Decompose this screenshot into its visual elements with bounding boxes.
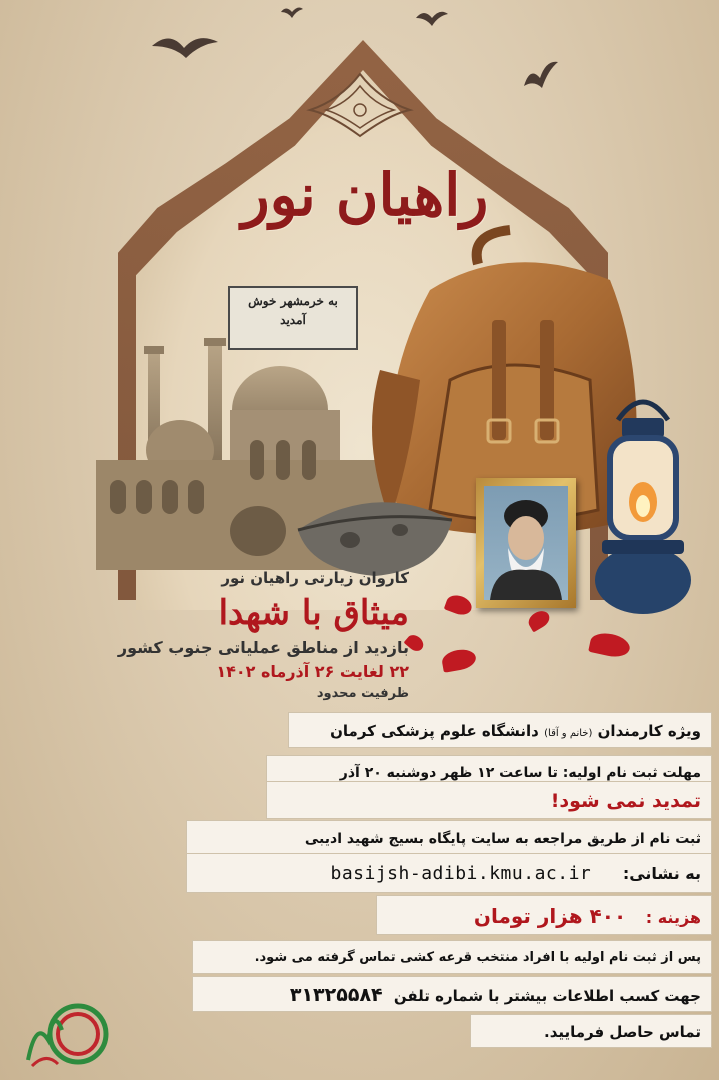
- raahian-noor-logo: راهیان نور: [241, 161, 489, 229]
- cost-value: ۴۰۰ هزار تومان: [473, 904, 627, 928]
- lottery-text: پس از ثبت نام اولیه با افراد منتخب قرعه کشی تماس گرفته می شود.: [254, 950, 701, 965]
- caravan-text: کاروان زیارتی راهیان نور: [221, 569, 409, 587]
- register-box: [186, 820, 712, 856]
- rose-petal-icon: [588, 630, 632, 660]
- bird-icon: [520, 56, 560, 96]
- headline: میثاق با شهدا: [218, 593, 409, 633]
- no-extension-box: [266, 781, 712, 819]
- visit-text: بازدید از مناطق عملیاتی جنوب کشور: [117, 638, 409, 657]
- intro-block: [29, 566, 409, 704]
- bird-icon: [280, 4, 304, 20]
- cost-box: [376, 895, 712, 935]
- audience-rest: دانشگاه علوم پزشکی کرمان: [330, 722, 539, 740]
- rose-petal-icon: [441, 647, 478, 673]
- website-link[interactable]: basijsh-adibi.kmu.ac.ir: [330, 863, 592, 884]
- ornament-icon: [300, 70, 420, 140]
- portrait-photo: [484, 486, 568, 600]
- register-text: ثبت نام از طریق مراجعه به سایت پایگاه بسیج شهید ادیبی: [304, 831, 701, 847]
- dates-text: ۲۲ لغایت ۲۶ آذرماه ۱۴۰۲: [216, 662, 409, 681]
- khorramshahr-sign: [228, 286, 358, 350]
- contact-text: جهت کسب اطلاعات بیشتر با شماره تلفن: [393, 987, 701, 1005]
- rose-petal-icon: [525, 608, 552, 633]
- portrait-frame: [476, 478, 576, 608]
- sign-line2: آمدید: [280, 313, 306, 327]
- no-extension-text: تمدید نمی شود!: [550, 790, 701, 812]
- sign-line1: به خرمشهر خوش: [248, 294, 338, 308]
- bird-icon: [150, 28, 220, 68]
- org-logo: [18, 1000, 112, 1070]
- audience-main: ویژه کارمندان: [597, 722, 701, 740]
- capacity-text: ظرفیت محدود: [316, 686, 409, 701]
- contact-box-2: [470, 1014, 712, 1048]
- audience-box: [288, 712, 712, 748]
- contact-text-2: تماس حاصل فرمایید.: [544, 1023, 701, 1041]
- website-box: [186, 853, 712, 893]
- lottery-box: [192, 940, 712, 974]
- lantern-icon: [588, 390, 698, 620]
- address-label: به نشانی:: [622, 864, 701, 883]
- cost-label: هزینه :: [645, 908, 701, 927]
- audience-small: (خانم و آقا): [544, 728, 593, 739]
- deadline-text: مهلت ثبت نام اولیه: تا ساعت ۱۲ ظهر دوشنبه ۲۰ آذر: [339, 765, 701, 781]
- bird-icon: [414, 6, 450, 30]
- phone-number[interactable]: ۳۱۳۲۵۵۸۴: [289, 984, 383, 1006]
- contact-box: [192, 976, 712, 1012]
